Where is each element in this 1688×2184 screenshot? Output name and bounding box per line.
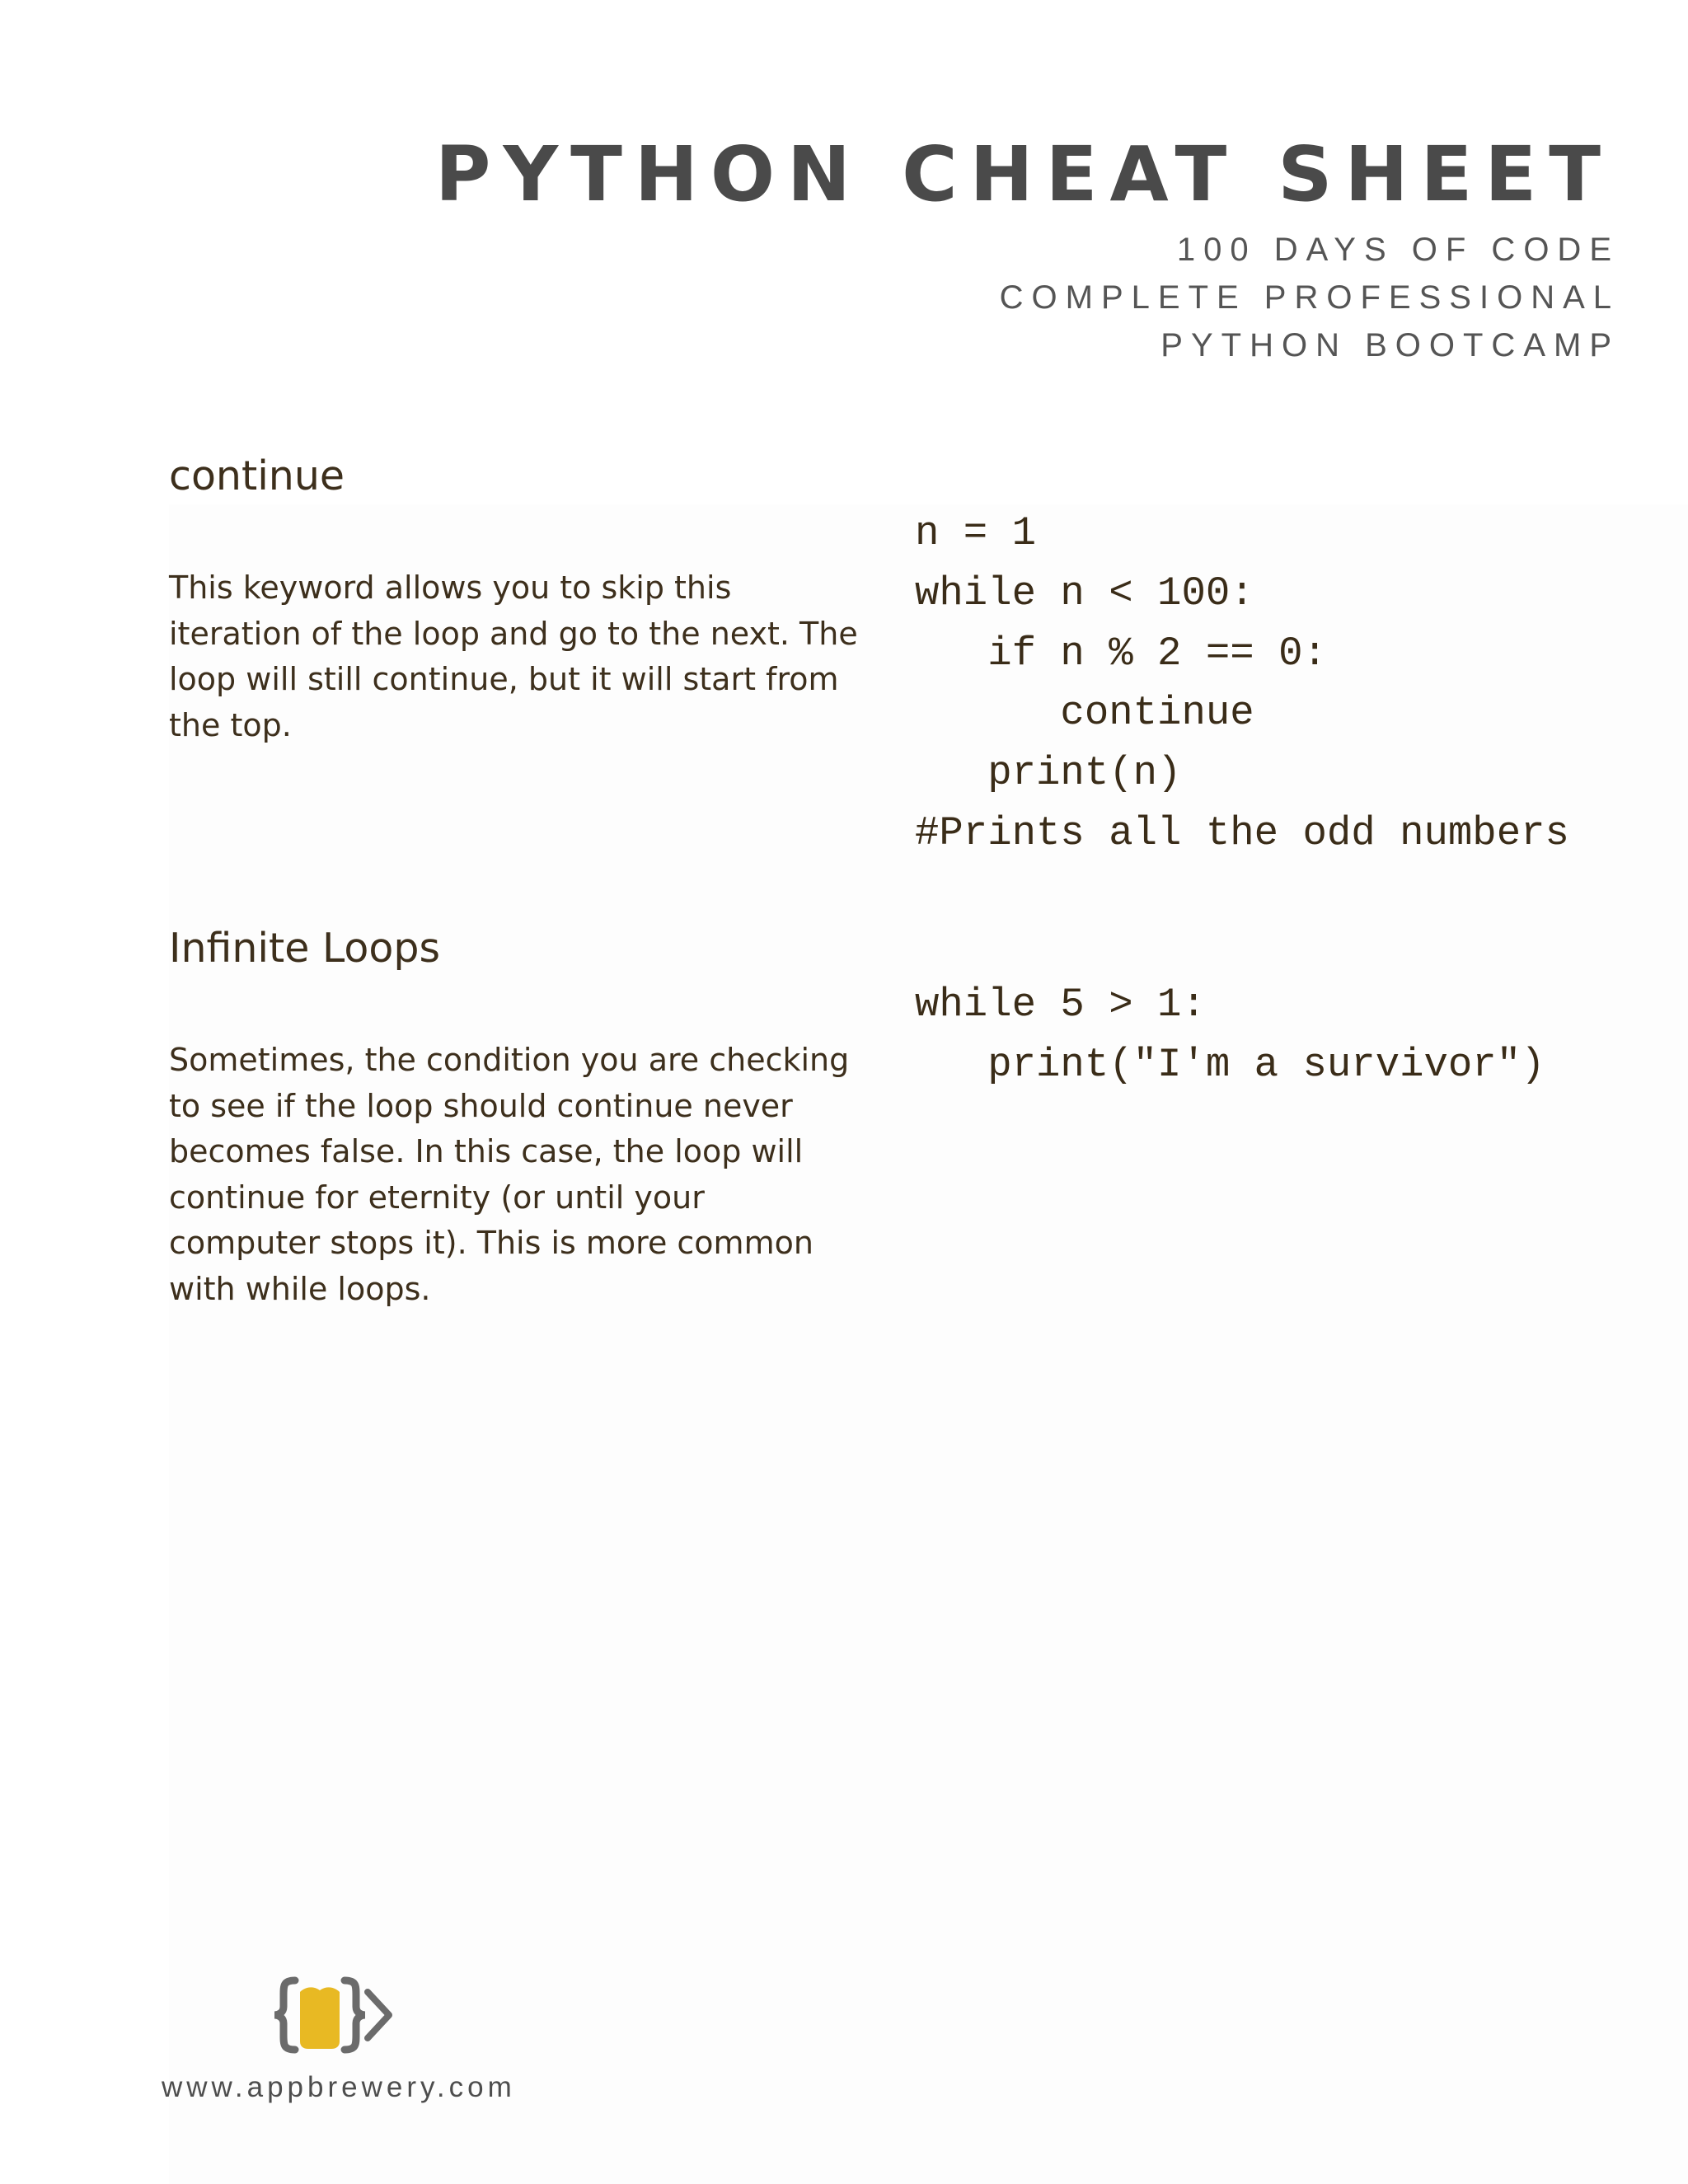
code-line: print("I'm a survivor") [915,1041,1545,1088]
section-heading-continue: continue [169,452,345,499]
code-block-continue [915,504,1569,864]
section-heading-infinite-loops: Infinite Loops [169,925,441,972]
code-line: print(n) [915,750,1182,797]
code-block-infinite-loops [915,975,1545,1095]
code-line: #Prints all the odd numbers [915,809,1569,856]
code-line: if n % 2 == 0: [915,630,1327,677]
subtitle-line-2: COMPLETE PROFESSIONAL [999,279,1620,316]
section-description-continue: This keyword allows you to skip this iteration of the loop and go to the next. The loop will still continue, but it will start from the top. [169,569,858,743]
subtitle-line-1: 100 DAYS OF CODE [1176,232,1620,268]
code-line: continue [915,690,1254,737]
section-description-infinite-loops: Sometimes, the condition you are checking to see if the loop should continue never becomes false. In this case, the loop will continue for eternity (or until your computer stops it). This is more common with while loops. [169,1042,850,1307]
subtitle-line-3: PYTHON BOOTCAMP [1160,327,1620,363]
page-header [435,124,1620,369]
footer-website: www.appbrewery.com [162,2071,516,2103]
code-line: n = 1 [915,510,1037,556]
code-line: while 5 > 1: [915,982,1206,1028]
page-title: PYTHON CHEAT SHEET [435,130,1613,218]
app-brewery-logo-icon [272,1974,396,2056]
code-line: while n < 100: [915,569,1254,616]
